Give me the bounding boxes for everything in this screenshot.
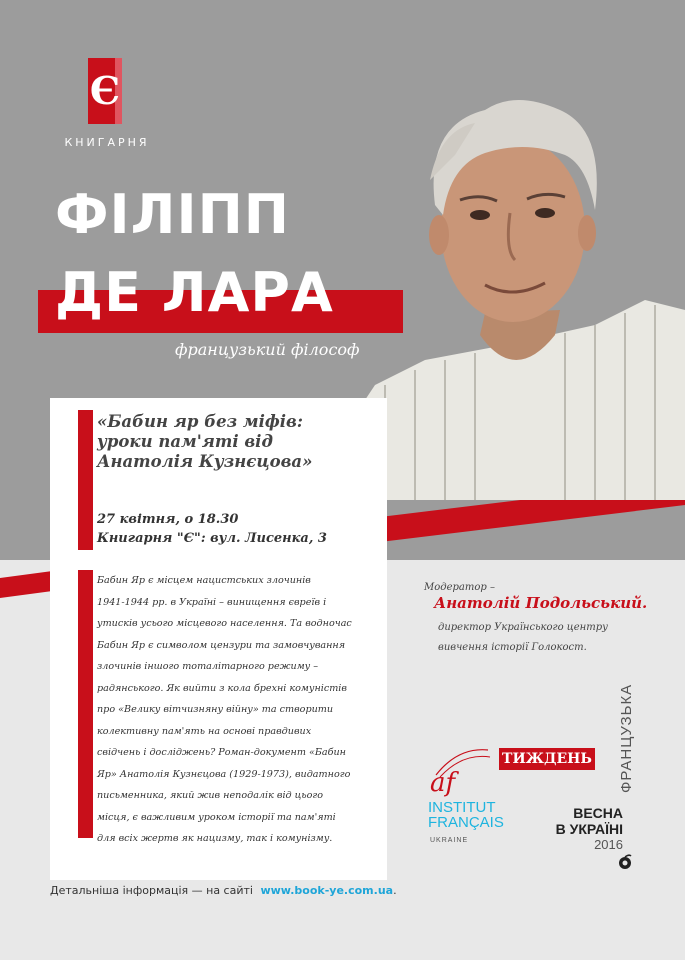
description-line: Яр» Анатолія Кузнєцова (1929-1973), видатного (97, 768, 351, 780)
moderator-description-line: вивчення історії Голокост. (438, 642, 587, 653)
moderator-label: Модератор – (424, 582, 495, 593)
event-venue: Книгарня "Є": вул. Лисенка, 3 (97, 531, 327, 546)
card-red-bar-top (78, 410, 93, 550)
spring-vertical-text: ФРАНЦУЗЬКА (618, 683, 635, 793)
institut-country: UKRAINE (430, 837, 469, 844)
lecture-title-line: «Бабин яр без міфів: (97, 412, 303, 431)
event-date-time: 27 квітня, о 18.30 (97, 512, 239, 527)
speaker-last-name: ДЕ ЛАРА (55, 261, 334, 324)
description-line: для всіх жертв як нацизму, так і комунізму. (97, 833, 333, 844)
description-line: Бабин Яр є символом цензури та замовчування (97, 639, 346, 651)
lecture-card (50, 398, 387, 880)
institut-line: FRANÇAIS (428, 814, 504, 831)
description-line: утисків усього місцевого населення. Та водночас (97, 618, 352, 629)
spring-year: 2016 (594, 837, 623, 852)
description-line: місця, є важливим уроком історії та пам'яті (97, 811, 336, 823)
description-line: Бабин Яр є місцем нацистських злочинів (97, 575, 311, 586)
lecture-title (97, 412, 377, 472)
logo-word: КНИГАРНЯ (64, 136, 150, 149)
description-line: письменника, який жив неподалік від цього (97, 790, 323, 801)
footer-info (50, 884, 397, 897)
speaker-photo (355, 85, 685, 500)
lecture-title-line: Анатолія Кузнєцова» (97, 452, 313, 471)
event-details (97, 510, 327, 548)
footer-text: Детальніша інформація — на сайті (50, 884, 253, 897)
alliance-francaise-logo[interactable] (428, 745, 508, 800)
af-text: af (430, 768, 456, 798)
moderator-description-line: директор Українського центру (438, 622, 608, 633)
description-line: 1941-1944 рр. в Україні – винищення євреїв і (97, 596, 327, 608)
spring-line: В УКРАЇНІ (555, 821, 623, 837)
footer-end: . (393, 884, 397, 897)
moderator-name: Анатолій Подольський. (434, 594, 648, 612)
moderator-description (438, 618, 674, 658)
spring-line: ВЕСНА (573, 805, 623, 821)
logo-letter: Є (89, 68, 121, 113)
lecture-description (97, 570, 379, 850)
tyzhden-logo[interactable]: ТИЖДЕНЬ (499, 748, 595, 770)
description-line: злочинів іншого тоталітарного режиму – (97, 661, 319, 672)
speaker-role: французький філософ (175, 340, 360, 359)
spring-emblem-icon (617, 854, 633, 870)
institut-francais-logo[interactable] (428, 800, 504, 848)
spring-festival-logo[interactable] (548, 805, 623, 853)
moderator-block (424, 582, 674, 658)
description-line: колективну пам'ять на основі правдивих (97, 725, 312, 737)
institut-line: INSTITUT (428, 799, 496, 816)
lecture-title-line: уроки пам'яті від (97, 432, 273, 451)
description-line: про «Велику вітчизняну війну» та створити (97, 704, 334, 715)
website-link[interactable]: www.book-ye.com.ua (260, 884, 394, 897)
card-red-bar-bottom (78, 570, 93, 838)
bookstore-logo[interactable] (88, 58, 122, 124)
speaker-first-name: ФІЛІПП (55, 183, 290, 246)
description-line: свідчень і досліджень? Роман-документ «Бабин (97, 747, 346, 758)
description-line: радянського. Як вийти з кола брехні комуністів (97, 682, 347, 694)
